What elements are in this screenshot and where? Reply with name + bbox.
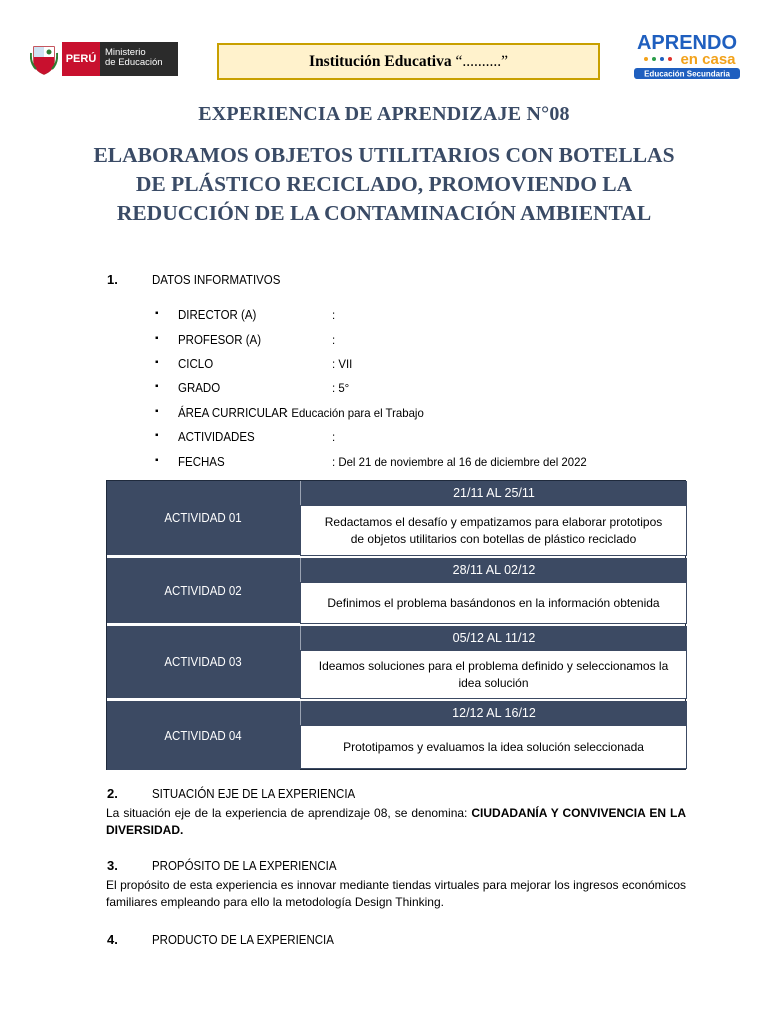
section1-heading: DATOS INFORMATIVOS	[152, 273, 281, 287]
activity-description: Definimos el problema basándonos en la información obtenida	[300, 582, 687, 624]
section4-number: 4.	[107, 932, 118, 947]
section3-number: 3.	[107, 858, 118, 873]
institution-label: Institución Educativa	[309, 52, 452, 70]
bullet-icon: ▪	[155, 430, 159, 441]
aprendo-line2: en casa	[680, 51, 736, 68]
bullet-icon: ▪	[155, 357, 159, 368]
info-value: :	[332, 333, 336, 347]
bullet-icon: ▪	[155, 308, 159, 319]
activity-name: ACTIVIDAD 01	[164, 511, 243, 525]
info-label: DIRECTOR (A)	[178, 308, 257, 322]
info-value: :	[332, 308, 336, 322]
minedu-logo	[30, 42, 178, 76]
peru-label: PERÚ	[62, 42, 100, 76]
info-label: ÁREA CURRICULAR	[178, 406, 288, 420]
bullet-icon: ▪	[155, 381, 159, 392]
info-label: ACTIVIDADES	[178, 430, 255, 444]
ministry-label	[100, 42, 178, 76]
activity-description: Prototipamos y evaluamos la idea solución seleccionada	[300, 725, 687, 769]
info-value: : Del 21 de noviembre al 16 de diciembre del 2022	[332, 455, 587, 469]
section2-body: La situación eje de la experiencia de aprendizaje 08, se denomina:	[106, 806, 472, 820]
bullet-icon: ▪	[155, 455, 159, 466]
bullet-icon: ▪	[155, 406, 159, 417]
institution-box	[217, 43, 600, 80]
ministry-line1: Ministerio	[105, 47, 146, 58]
section3-text: El propósito de esta experiencia es innovar mediante tiendas virtuales para mejorar los ingresos económicos familiares empleando para ello la metodología Design Thinking.	[106, 878, 686, 909]
activity-name-cell	[107, 558, 300, 626]
info-value: : VII	[332, 357, 353, 371]
bullet-icon: ▪	[155, 333, 159, 344]
aprendo-line1: APRENDO	[636, 32, 738, 54]
activity-name-cell	[107, 626, 300, 701]
activity-description: Redactamos el desafío y empatizamos para elaborar prototipos de objetos utilitarios con botellas de plástico reciclado	[300, 505, 687, 556]
section4-heading: PRODUCTO DE LA EXPERIENCIA	[152, 933, 334, 947]
institution-value: “..........”	[455, 52, 508, 70]
activity-dates: 28/11 AL 02/12	[300, 558, 687, 582]
info-label: FECHAS	[178, 455, 225, 469]
experience-title: EXPERIENCIA DE APRENDIZAJE N°08	[198, 103, 570, 125]
activity-name: ACTIVIDAD 04	[164, 728, 243, 743]
section2-heading: SITUACIÓN EJE DE LA EXPERIENCIA	[152, 787, 356, 801]
info-label: GRADO	[178, 381, 221, 395]
activity-name: ACTIVIDAD 02	[164, 583, 243, 598]
section2-situation: CIUDADANÍA Y CONVIVENCIA EN LA DIVERSIDAD.	[106, 806, 686, 837]
activity-dates: 21/11 AL 25/11	[300, 481, 687, 505]
aprendo-en-casa-logo	[632, 30, 742, 82]
activity-name: ACTIVIDAD 03	[164, 655, 243, 669]
section1-number: 1.	[107, 272, 118, 287]
ministry-line2: de Educación	[105, 57, 163, 68]
activity-name-cell	[107, 481, 300, 558]
activity-dates: 12/12 AL 16/12	[300, 701, 687, 725]
experience-subtitle: ELABORAMOS OBJETOS UTILITARIOS CON BOTELLAS DE PLÁSTICO RECICLADO, PROMOVIENDO LA REDUCCIÓN DE LA CONTAMINACIÓN AMBIENTAL	[93, 143, 675, 225]
activities-table	[106, 480, 686, 770]
info-label: CICLO	[178, 357, 214, 371]
coat-of-arms-icon	[30, 43, 58, 75]
aprendo-line3: Educación Secundaria	[644, 69, 730, 79]
section2-number: 2.	[107, 786, 118, 801]
activity-description: Ideamos soluciones para el problema definido y seleccionamos la idea solución	[300, 650, 687, 699]
section3-heading: PROPÓSITO DE LA EXPERIENCIA	[152, 859, 337, 873]
activity-name-cell	[107, 701, 300, 770]
info-value: :	[332, 430, 336, 444]
info-value: : 5°	[332, 381, 350, 395]
info-value: : Educación para el Trabajo	[285, 406, 424, 420]
activity-dates: 05/12 AL 11/12	[300, 626, 687, 650]
info-label: PROFESOR (A)	[178, 333, 262, 347]
section2-text	[106, 805, 686, 839]
